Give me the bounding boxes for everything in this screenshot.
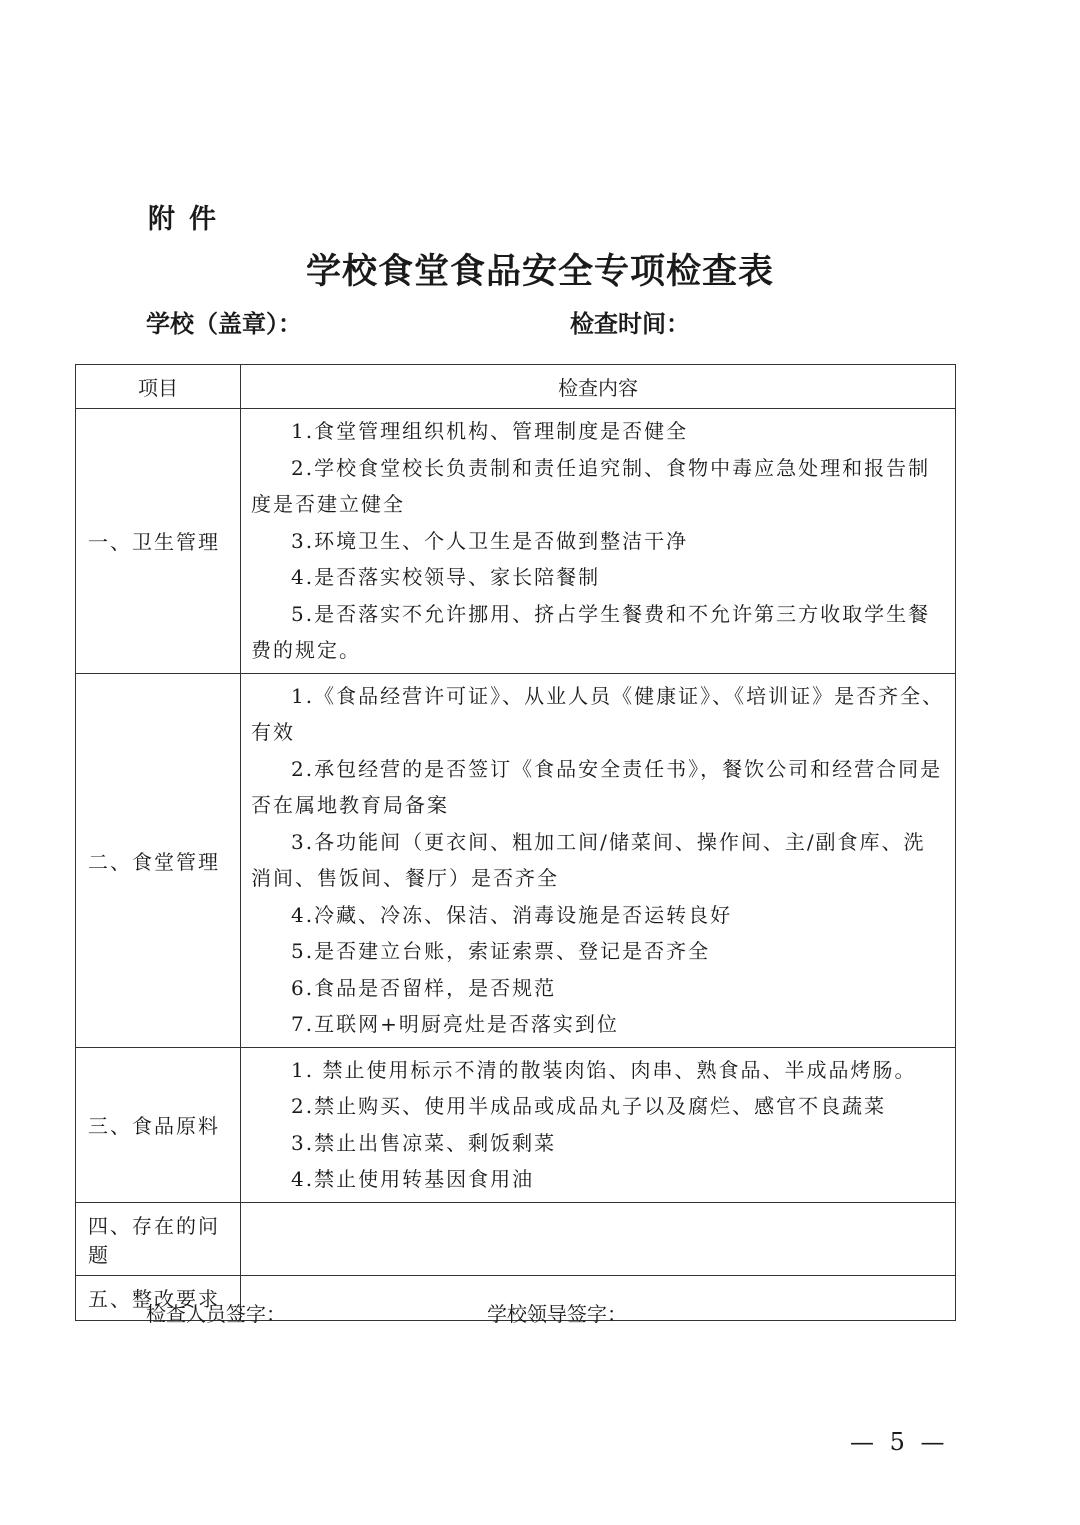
column-header-item: 项目 [76, 365, 241, 409]
problems-field[interactable] [241, 1202, 956, 1275]
check-item: 3.禁止出售凉菜、剩饭剩菜 [291, 1130, 557, 1155]
check-item: 2.学校食堂校长负责制和责任追究制、食物中毒应急处理和报告制度是否建立健全 [251, 455, 931, 516]
check-item: 1.《食品经营许可证》、从业人员《健康证》、《培训证》是否齐全、有效 [251, 683, 945, 744]
inspection-table [75, 364, 956, 1321]
attachment-label: 附件 [148, 204, 230, 235]
check-item: 6.食品是否留样，是否规范 [291, 975, 557, 1000]
category-problems: 四、存在的问题 [76, 1202, 241, 1275]
items-canteen [241, 673, 956, 1047]
category-ingredients: 三、食品原料 [76, 1047, 241, 1202]
check-item: 2.禁止购买、使用半成品或成品丸子以及腐烂、感官不良蔬菜 [291, 1094, 887, 1118]
table-header-row [76, 365, 956, 409]
check-item: 1. 禁止使用标示不清的散装肉馅、肉串、熟食品、半成品烤肠。 [291, 1057, 917, 1082]
page-number: — 5 — [850, 1428, 949, 1456]
school-seal-label: 学校（盖章）： [146, 310, 302, 338]
check-item: 2.承包经营的是否签订《食品安全责任书》，餐饮公司和经营合同是否在属地教育局备案 [251, 756, 943, 817]
page-title: 学校食堂食品安全专项检查表 [305, 251, 774, 292]
check-item: 4.是否落实校领导、家长陪餐制 [291, 565, 601, 589]
section-row-hygiene [76, 409, 956, 674]
inspection-time-label: 检查时间： [570, 310, 690, 338]
check-item: 5.是否建立台账，索证索票、登记是否齐全 [291, 939, 711, 963]
check-item: 1.食堂管理组织机构、管理制度是否健全 [291, 419, 689, 443]
category-canteen: 二、食堂管理 [76, 673, 241, 1047]
section-row-ingredients [76, 1047, 956, 1202]
items-ingredients [241, 1047, 956, 1202]
check-item: 4.冷藏、冷冻、保洁、消毒设施是否运转良好 [291, 902, 733, 927]
inspector-signature-label: 检查人员签字： [146, 1302, 286, 1326]
check-item: 3.各功能间（更衣间、粗加工间/储菜间、操作间、主/副食库、洗消间、售饭间、餐厅）是否齐全 [251, 829, 926, 890]
category-rectify: 五、整改要求 [76, 1275, 241, 1320]
category-hygiene: 一、卫生管理 [76, 409, 241, 674]
check-item: 7.互联网+明厨亮灶是否落实到位 [291, 1012, 619, 1036]
check-item: 5.是否落实不允许挪用、挤占学生餐费和不允许第三方收取学生餐费的规定。 [251, 601, 931, 662]
leader-signature-label: 学校领导签字： [487, 1302, 627, 1326]
items-hygiene [241, 409, 956, 674]
column-header-content: 检查内容 [241, 365, 956, 409]
check-item: 4.禁止使用转基因食用油 [291, 1167, 535, 1191]
check-item: 3.环境卫生、个人卫生是否做到整洁干净 [291, 528, 689, 553]
section-row-problems [76, 1202, 956, 1275]
section-row-canteen [76, 673, 956, 1047]
